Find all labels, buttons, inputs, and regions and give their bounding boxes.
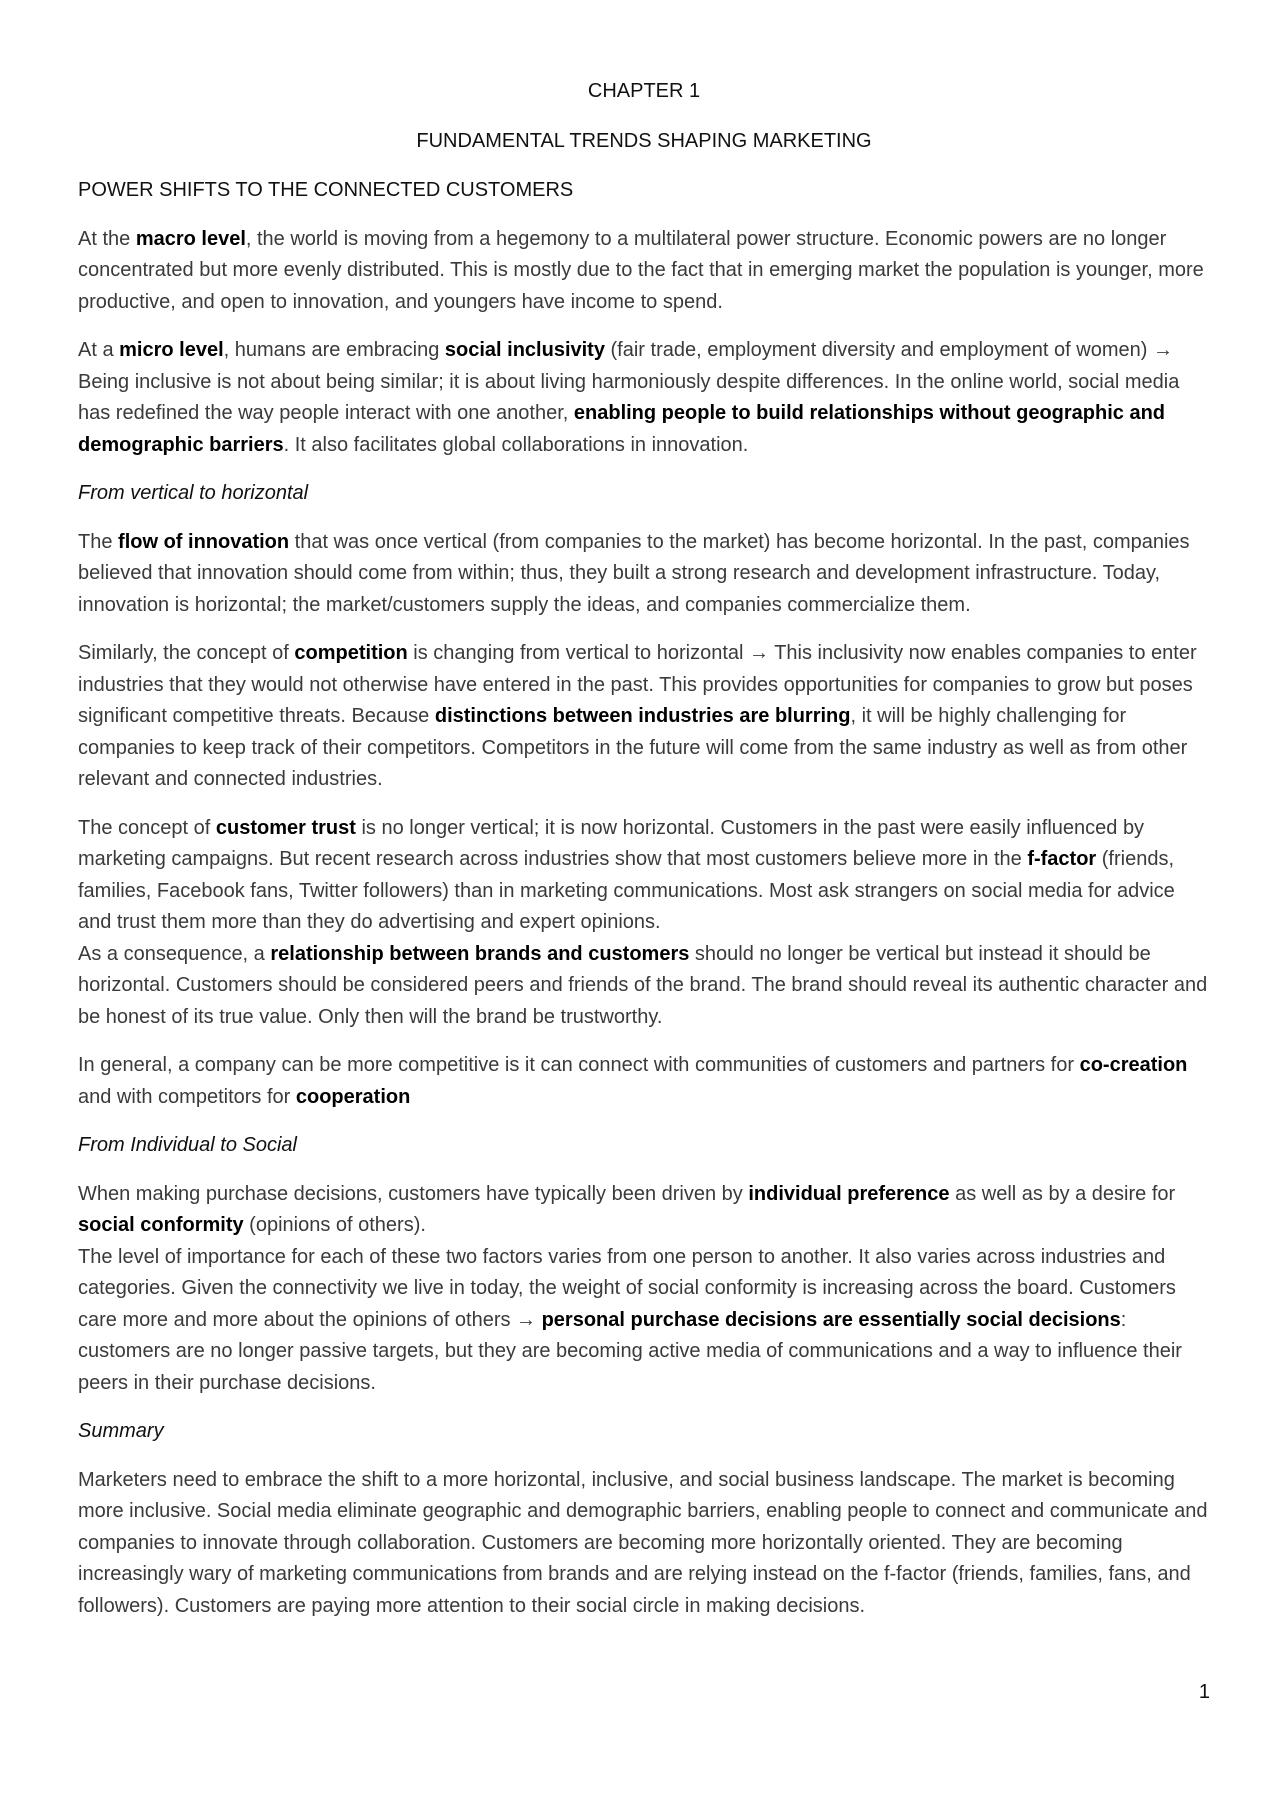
paragraph-innovation: The flow of innovation that was once vertical (from companies to the market) has become horizontal. In the past, companies believed that innovation should come from within; thus, they built a strong research and development infrastructure. Today, innovation is horizontal; the market/customers supply the ideas, and companies commercialize them. <box>78 530 1190 616</box>
page-number: 1 <box>1198 1681 1210 1703</box>
chapter-label: CHAPTER 1 <box>587 80 701 102</box>
paragraph-co-creation: In general, a company can be more competitive is it can connect with communities of customers and partners for co-creation and with competitors for cooperation <box>78 1054 1188 1108</box>
paragraph-micro-level: At a micro level, humans are embracing social inclusivity (fair trade, employment diversity and employment of women) → Being inclusive is not about being similar; it is about living harmoniously despite differences. In the online world, social media has redefined the way people interact with one another, enabling people to build relationships without geographic and demographic barriers. It also facilitates global collaborations in innovation. <box>78 339 1180 456</box>
subheading-individual-to-social: From Individual to Social <box>78 1134 297 1156</box>
chapter-title: FUNDAMENTAL TRENDS SHAPING MARKETING <box>416 129 872 152</box>
paragraph-customer-trust: The concept of customer trust is no longer vertical; it is now horizontal. Customers in the past were easily influenced by marketing campaigns. But recent research across industries show that most customers believe more in the f-factor (friends, families, Facebook fans, Twitter followers) than in marketing communications. Most ask strangers on social media for advice and trust them more than they do advertising and expert opinions. As a consequence, a relationship between brands and customers should no longer be vertical but instead it should be horizontal. Customers should be considered peers and friends of the brand. The brand should reveal its authentic character and be honest of its true value. Only then will the brand be trustworthy. <box>78 816 1208 1028</box>
paragraph-macro-level: At the macro level, the world is moving from a hegemony to a multilateral power structure. Economic powers are no longer concentrated but more evenly distributed. This is mostly due to the fact that in emerging market the population is younger, more productive, and open to innovation, and youngers have income to spend. <box>78 227 1204 313</box>
paragraph-summary: Marketers need to embrace the shift to a more horizontal, inclusive, and social business landscape. The market is becoming more inclusive. Social media eliminate geographic and demographic barriers, enabling people to connect and communicate and companies to innovate through collaboration. Customers are becoming more horizontally oriented. They are becoming increasingly wary of marketing communications from brands and are relying instead on the f-factor (friends, families, fans, and followers). Customers are paying more attention to their social circle in making decisions. <box>78 1468 1208 1617</box>
paragraph-purchase-decisions: When making purchase decisions, customers have typically been driven by individual preference as well as by a desire for social conformity (opinions of others). The level of importance for each of these two factors varies from one person to another. It also varies across industries and categories. Given the connectivity we live in today, the weight of social conformity is increasing across the board. Customers care more and more about the opinions of others → personal purchase decisions are essentially social decisions: customers are no longer passive targets, but they are becoming active media of communications and a way to influence their peers in their purchase decisions. <box>78 1182 1182 1394</box>
subheading-summary: Summary <box>78 1420 164 1442</box>
subheading-vertical-to-horizontal: From vertical to horizontal <box>78 482 309 504</box>
document-page <box>78 76 1210 1639</box>
paragraph-competition: Similarly, the concept of competition is changing from vertical to horizontal → This inclusivity now enables companies to enter industries that they would not otherwise have entered in the past. This provides opportunities for companies to grow but poses significant competitive threats. Because distinctions between industries are blurring, it will be highly challenging for companies to keep track of their competitors. Competitors in the future will come from the same industry as well as from other relevant and connected industries. <box>78 642 1197 790</box>
section-heading: POWER SHIFTS TO THE CONNECTED CUSTOMERS <box>78 179 574 201</box>
